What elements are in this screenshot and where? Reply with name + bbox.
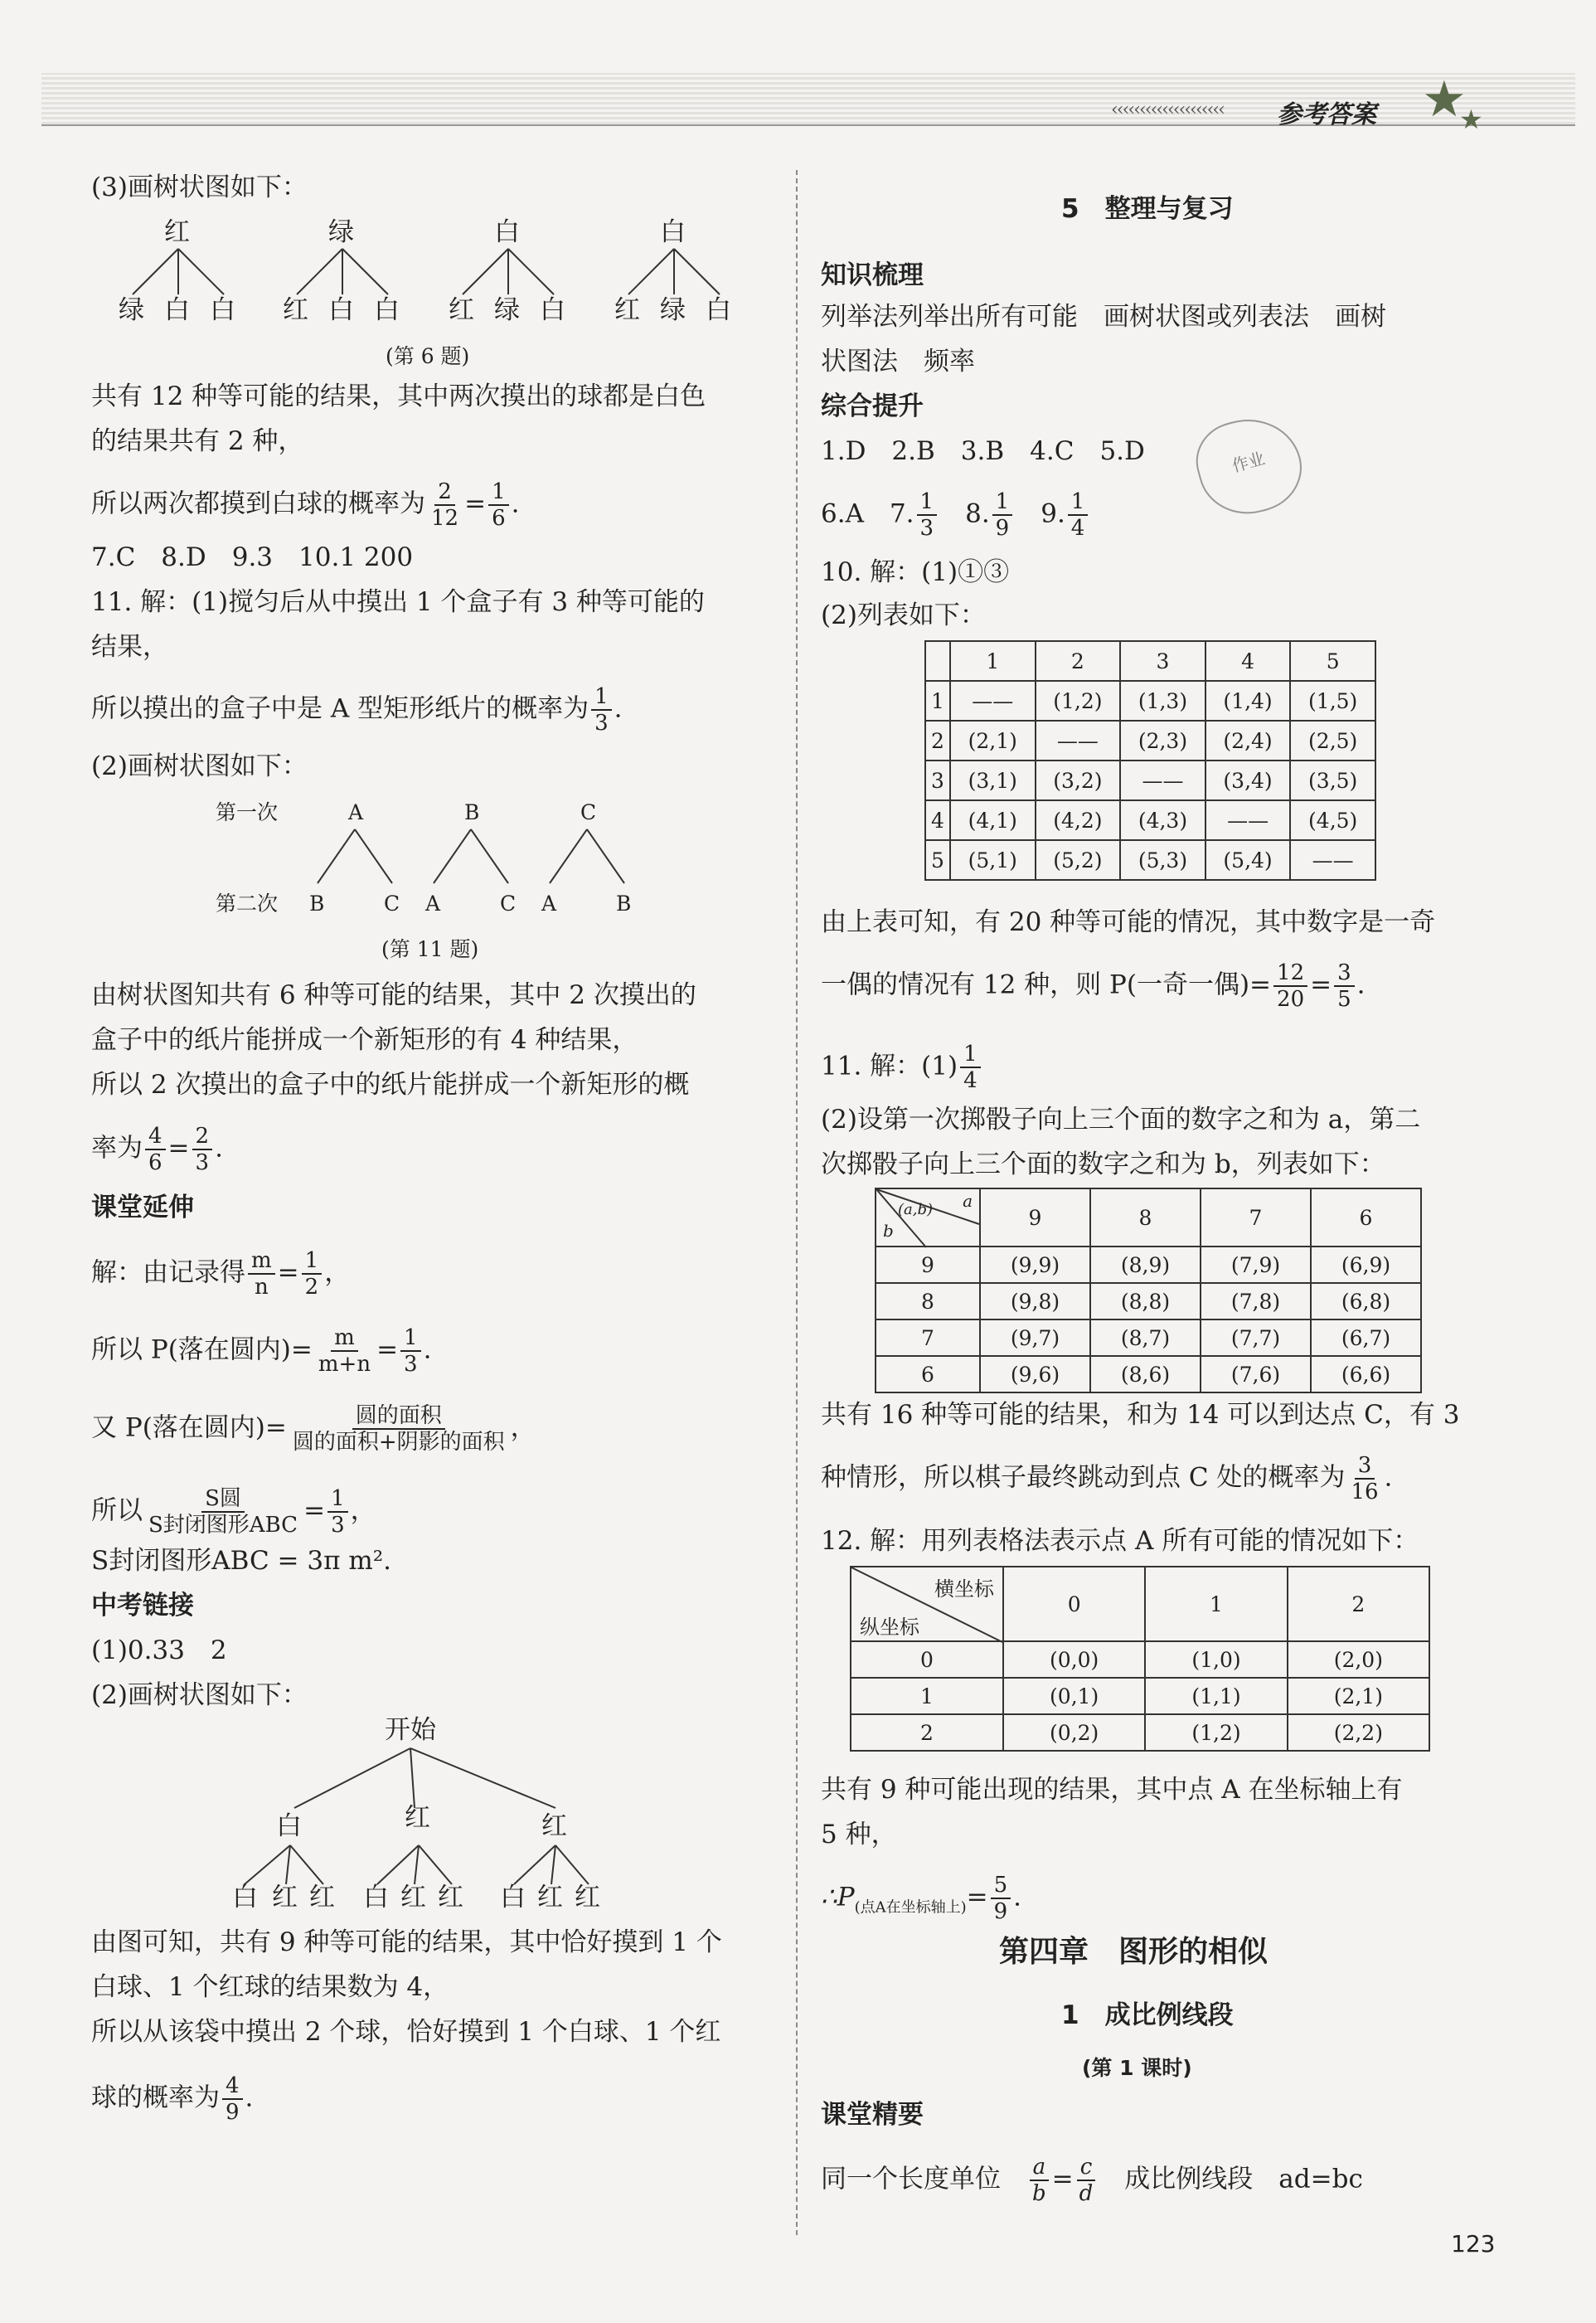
q6-text: 的结果共有 2 种， — [91, 426, 304, 456]
table-cell: —— — [1036, 721, 1121, 761]
star-icon: ★ — [1459, 104, 1483, 135]
tree-node: 红 — [449, 295, 474, 325]
table-cell: (1,4) — [1205, 681, 1291, 721]
q11-sub: (2)画树状图如下： — [91, 751, 308, 781]
table-cell: (0,1) — [1003, 1678, 1145, 1714]
table-cell: (2,1) — [950, 721, 1036, 761]
table-cell: 8 — [876, 1283, 980, 1319]
table-cell: —— — [1120, 761, 1205, 800]
header-title: 参考答案 — [1277, 100, 1376, 129]
table-cell: 0 — [851, 1641, 1003, 1678]
lesson-title: 1 成比例线段 — [1061, 2000, 1234, 2030]
q6-text: 共有 12 种等可能的结果，其中两次摸出的球都是白色 — [91, 381, 706, 411]
table-cell: 9 — [980, 1188, 1090, 1247]
table-cell: (9,6) — [980, 1356, 1090, 1392]
table-cell: 5 — [925, 840, 950, 880]
table-cell: 1 — [1145, 1567, 1287, 1641]
table-cell: 5 — [1290, 641, 1375, 681]
table-cell: 8 — [1090, 1188, 1201, 1247]
tree-node: 绿 — [494, 295, 520, 325]
tree-node: 白 — [706, 295, 731, 325]
ext-line: 解：由记录得 $\frac{m}{n}$ = $\frac{1}{2}$ ， — [91, 1248, 351, 1300]
outcome-table — [924, 640, 1376, 881]
table-cell: (3,2) — [1036, 761, 1121, 800]
table-row — [851, 1641, 1429, 1678]
q11-text: 盒子中的纸片能拼成一个新矩形的有 4 种结果， — [91, 1025, 638, 1055]
q11-text: 共有 16 种等可能的结果，和为 14 可以到达点 C，有 3 — [821, 1400, 1460, 1430]
tree-row-label: 第二次 — [216, 892, 279, 916]
dice-sum-table — [875, 1188, 1422, 1393]
table-cell: (3,5) — [1290, 761, 1375, 800]
figure-caption: (第 11 题) — [381, 937, 479, 961]
table-cell: (7,7) — [1201, 1319, 1311, 1356]
table-cell: (1,5) — [1290, 681, 1375, 721]
tree-node: 白 — [232, 1883, 258, 1912]
stamp-logo: 作业 — [1187, 407, 1311, 525]
zk-text: 白球、1 个红球的结果数为 4， — [91, 1972, 449, 2002]
table-cell: (5,2) — [1036, 840, 1121, 880]
table-cell: 1 — [950, 641, 1036, 681]
section-heading: 课堂精要 — [821, 2100, 924, 2130]
table-cell: (1,2) — [1036, 681, 1121, 721]
tree-node: 红 — [400, 1883, 426, 1912]
tree-node: C — [384, 892, 400, 916]
table-cell: (4,2) — [1036, 800, 1121, 840]
tree-node: 红 — [272, 1883, 298, 1912]
table-cell: 7 — [876, 1319, 980, 1356]
table-cell: (1,3) — [1120, 681, 1205, 721]
header-arrows: ‹‹‹‹‹‹‹‹‹‹‹‹‹‹‹‹‹‹‹‹ — [1111, 100, 1224, 120]
tree-node: B — [309, 892, 325, 916]
table-cell: (0,2) — [1003, 1714, 1145, 1751]
table-cell: (8,6) — [1090, 1356, 1201, 1392]
tree-node: 红 — [283, 295, 308, 325]
table-row — [851, 1714, 1429, 1751]
zk-probability: 球的概率为 $\frac{4}{9}$ . — [91, 2073, 254, 2125]
tree-node: 白 — [660, 217, 686, 247]
table-row — [925, 840, 1375, 880]
table-row — [925, 800, 1375, 840]
tree-node: 红 — [575, 1883, 600, 1912]
table-cell: (7,9) — [1201, 1247, 1311, 1283]
table-cell: (9,8) — [980, 1283, 1090, 1319]
ext-line: 所以 P(落在圆内)= $\frac{m}{m+n}$ = $\frac{1}{3}$ . — [91, 1325, 432, 1377]
q11-line: 11. 解：(1) $\frac{1}{4}$ — [821, 1042, 983, 1093]
table-cell — [925, 641, 950, 681]
q10-probability: 一偶的情况有 12 种，则 P(一奇一偶)= $\frac{12}{20}$ = $\frac{3}{5}$ . — [821, 960, 1366, 1012]
tree-node: B — [464, 800, 480, 824]
q11-text: 11. 解：(1)搅匀后从中摸出 1 个盒子有 3 种等可能的 — [91, 587, 705, 617]
table-cell: (1,1) — [1145, 1678, 1287, 1714]
table-cell: 6 — [876, 1356, 980, 1392]
table-cell: 2 — [851, 1714, 1003, 1751]
lesson-sub: (第 1 课时) — [1082, 2056, 1192, 2080]
table-cell: (3,1) — [950, 761, 1036, 800]
table-row — [925, 761, 1375, 800]
table-cell: (2,4) — [1205, 721, 1291, 761]
q11-probability: 率为 $\frac{4}{6}$ = $\frac{2}{3}$ . — [91, 1124, 223, 1175]
table-cell: (2,2) — [1288, 1714, 1429, 1751]
table-cell: (7,8) — [1201, 1283, 1311, 1319]
tree-node: 绿 — [119, 295, 144, 325]
q10-text: 由上表可知，有 20 种等可能的情况，其中数字是一奇 — [821, 907, 1436, 937]
answers-7-10: 7.C 8.D 9.3 10.1 200 — [91, 542, 414, 572]
ext-line: S封闭图形ABC = 3π m². — [91, 1546, 392, 1576]
coordinate-table — [850, 1566, 1430, 1752]
tree-node: 红 — [537, 1883, 563, 1912]
table-cell: (0,0) — [1003, 1641, 1145, 1678]
table-cell: (1,2) — [1145, 1714, 1287, 1751]
tree-node: 绿 — [328, 217, 354, 247]
table-cell: (6,8) — [1311, 1283, 1421, 1319]
q11-text: 结果， — [91, 632, 168, 662]
section-title: 5 整理与复习 — [1061, 194, 1234, 224]
q12-text: 共有 9 种可能出现的结果，其中点 A 在坐标轴上有 — [821, 1775, 1403, 1805]
q11-probability: 所以摸出的盒子中是 A 型矩形纸片的概率为 $\frac{1}{3}$ . — [91, 684, 623, 736]
table-cell: (1,0) — [1145, 1641, 1287, 1678]
table-cell: (5,3) — [1120, 840, 1205, 880]
table-cell: 3 — [1120, 641, 1205, 681]
table-row — [876, 1283, 1421, 1319]
table-row — [876, 1319, 1421, 1356]
table-cell: 1 — [925, 681, 950, 721]
zk-text: 所以从该袋中摸出 2 个球，恰好摸到 1 个白球、1 个红 — [91, 2017, 721, 2047]
table-cell: (2,1) — [1288, 1678, 1429, 1714]
table-cell: (4,1) — [950, 800, 1036, 840]
section-heading: 课堂延伸 — [91, 1193, 194, 1222]
tree-node: 白 — [363, 1883, 389, 1912]
tree-node: B — [616, 892, 632, 916]
chapter-title: 第四章 图形的相似 — [999, 1935, 1269, 1969]
table-row — [876, 1247, 1421, 1283]
tree-node: 开始 — [385, 1715, 436, 1745]
kt-line: 同一个长度单位 $\frac{a}{b}$ = $\frac{c}{d}$ 成比例线段 ad=bc — [821, 2155, 1363, 2206]
q6-intro: (3)画树状图如下： — [91, 173, 308, 202]
tree-node: A — [541, 892, 557, 916]
tree-node: 绿 — [660, 295, 686, 325]
table-cell: (6,7) — [1311, 1319, 1421, 1356]
q11-text: 由树状图知共有 6 种等可能的结果，其中 2 次摸出的 — [91, 980, 696, 1010]
table-cell: (2,5) — [1290, 721, 1375, 761]
tree-node: C — [500, 892, 517, 916]
q10-line: 10. 解：(1)①③ — [821, 557, 1010, 587]
tree-node: 红 — [405, 1803, 430, 1833]
section-heading: 知识梳理 — [821, 260, 924, 290]
q12-text: 5 种， — [821, 1820, 897, 1849]
tree-node: 红 — [541, 1811, 567, 1841]
table-cell: 2 — [1288, 1567, 1429, 1641]
tree-node: 红 — [614, 295, 640, 325]
zk-text: 由图可知，共有 9 种等可能的结果，其中恰好摸到 1 个 — [91, 1927, 722, 1957]
table-cell: —— — [950, 681, 1036, 721]
table-cell: (4,3) — [1120, 800, 1205, 840]
table-cell: —— — [1205, 800, 1291, 840]
table-cell: (4,5) — [1290, 800, 1375, 840]
q11-text: 所以 2 次摸出的盒子中的纸片能拼成一个新矩形的概 — [91, 1070, 690, 1100]
tree-node: 白 — [164, 295, 190, 325]
tree-node: 红 — [164, 217, 190, 247]
answers-6-9: 6.A 7. $\frac{1}{3}$ 8. $\frac{1}{9}$ 9. $\frac{1}{4}$ — [821, 489, 1090, 541]
table-cell: 2 — [1036, 641, 1121, 681]
table-cell: (8,8) — [1090, 1283, 1201, 1319]
tree-node: 白 — [276, 1811, 302, 1841]
table-cell: (3,4) — [1205, 761, 1291, 800]
table-cell: (5,4) — [1205, 840, 1291, 880]
section-heading: 中考链接 — [91, 1591, 194, 1621]
answers-1-5: 1.D 2.B 3.B 4.C 5.D — [821, 436, 1145, 466]
table-cell: (6,6) — [1311, 1356, 1421, 1392]
tree-node: 红 — [438, 1883, 463, 1912]
table-cell: (8,7) — [1090, 1319, 1201, 1356]
table-cell: 7 — [1201, 1188, 1311, 1247]
q10-line: (2)列表如下： — [821, 600, 986, 630]
table-cell: (8,9) — [1090, 1247, 1201, 1283]
q11-probability: 种情形，所以棋子最终跳动到点 C 处的概率为 $\frac{3}{16}$ . — [821, 1453, 1393, 1504]
table-cell: 6 — [1311, 1188, 1421, 1247]
tree-node: 白 — [500, 1883, 526, 1912]
table-cell: 4 — [925, 800, 950, 840]
q11-text: 次掷骰子向上三个面的数字之和为 b，列表如下： — [821, 1149, 1385, 1179]
tree-node: 红 — [309, 1883, 335, 1912]
page-number: 123 — [1451, 2230, 1496, 2257]
q12-line: 12. 解：用列表格法表示点 A 所有可能的情况如下： — [821, 1526, 1419, 1556]
table-cell: (2,0) — [1288, 1641, 1429, 1678]
table-cell: 3 — [925, 761, 950, 800]
tree-node: 白 — [540, 295, 565, 325]
table-cell: (2,3) — [1120, 721, 1205, 761]
corner-cell: a (a,b) b — [876, 1188, 980, 1247]
q6-probability: 所以两次都摸到白球的概率为 $\frac{2}{12}$ = $\frac{1}{6}$ . — [91, 479, 520, 531]
table-cell: (6,9) — [1311, 1247, 1421, 1283]
star-icon: ★ — [1422, 70, 1467, 129]
table-cell: (9,9) — [980, 1247, 1090, 1283]
table-row — [925, 721, 1375, 761]
tree-node: A — [425, 892, 441, 916]
table-cell: 1 — [851, 1678, 1003, 1714]
table-row — [876, 1356, 1421, 1392]
zk-line: (2)画树状图如下： — [91, 1680, 308, 1710]
table-row — [925, 681, 1375, 721]
table-cell: 0 — [1003, 1567, 1145, 1641]
table-cell: (7,6) — [1201, 1356, 1311, 1392]
table-cell: 9 — [876, 1247, 980, 1283]
tree-node: C — [580, 800, 597, 824]
table-cell: —— — [1290, 840, 1375, 880]
table-cell: 4 — [1205, 641, 1291, 681]
table-cell: 2 — [925, 721, 950, 761]
tree-node: 白 — [374, 295, 400, 325]
tree-node: A — [348, 800, 364, 824]
section-heading: 综合提升 — [821, 391, 924, 421]
figure-caption: (第 6 题) — [386, 344, 470, 368]
tree-node: 白 — [210, 295, 235, 325]
ext-line: 所以 $\frac{\text{S圆}}{\text{S封闭图形ABC}}$ = $\frac{1}{3}$ ， — [91, 1486, 376, 1538]
table-cell: (5,1) — [950, 840, 1036, 880]
zs-text: 列举法列举出所有可能 画树状图或列表法 画树 — [821, 302, 1386, 332]
zk-line: (1)0.33 2 — [91, 1635, 227, 1665]
tree-node: 白 — [328, 295, 354, 325]
tree-node: 白 — [494, 217, 520, 247]
ext-line: 又 P(落在圆内)= $\frac{\text{圆的面积}}{\text{圆的面积+阴影的面积}}$ ， — [91, 1403, 536, 1455]
q12-probability: $\therefore P_{(点A在坐标轴上)}=$ $\frac{5}{9}$ . — [821, 1873, 1022, 1924]
tree-row-label: 第一次 — [216, 800, 279, 824]
q11-text: (2)设第一次掷骰子向上三个面的数字之和为 a，第二 — [821, 1105, 1421, 1135]
corner-cell: 横坐标 纵坐标 — [851, 1567, 1003, 1641]
zs-text: 状图法 频率 — [821, 347, 975, 377]
table-row — [851, 1678, 1429, 1714]
table-cell: (9,7) — [980, 1319, 1090, 1356]
